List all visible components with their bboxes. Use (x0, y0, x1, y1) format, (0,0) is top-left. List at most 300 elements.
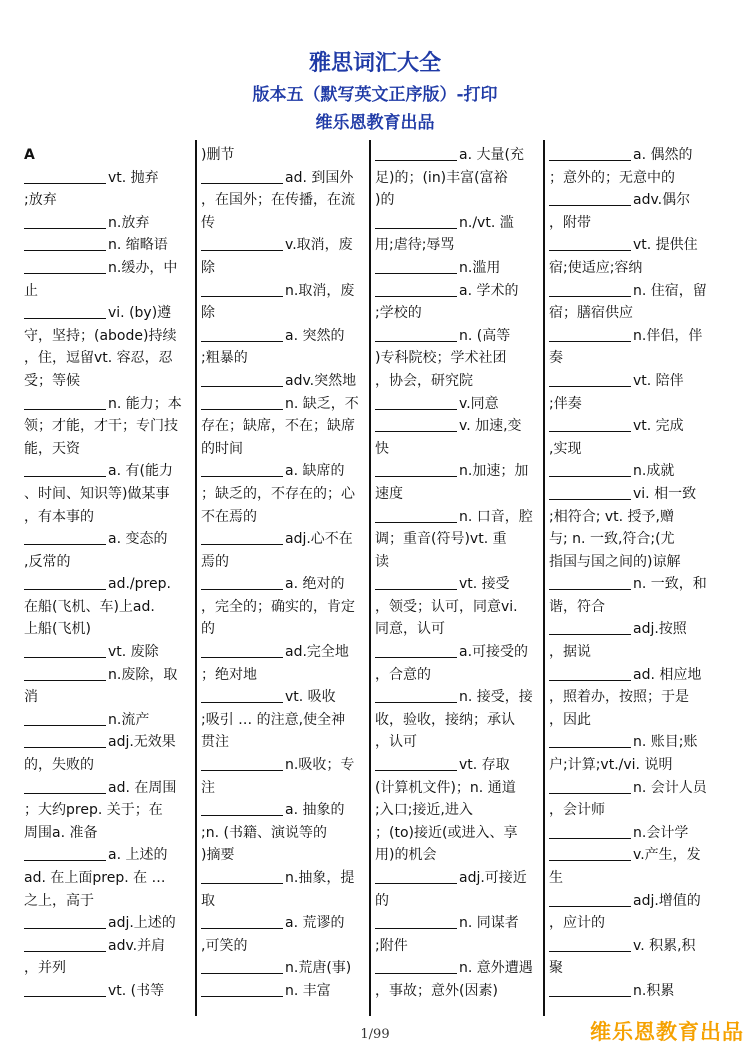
vocab-continuation (375, 528, 537, 551)
vocab-continuation (375, 370, 537, 393)
vocab-continuation (201, 257, 363, 280)
vocab-continuation (375, 234, 537, 257)
vocab-continuation (549, 686, 711, 709)
vocab-text: ;相符合; vt. 授予,赠 (549, 508, 675, 525)
vocab-continuation (549, 641, 711, 664)
vocab-text: n.放弃 (108, 214, 150, 231)
answer-blank (375, 575, 457, 590)
vocab-entry (375, 957, 537, 980)
vocab-text: 用;虐待;辱骂 (375, 237, 455, 254)
vocab-text: adj.心不在 (285, 531, 353, 548)
vocab-text: a. 上述的 (108, 847, 168, 864)
vocab-text: 调；重音(符号)vt. 重 (375, 531, 507, 548)
vocab-text: 除 (201, 305, 215, 322)
vocab-text: 收，验收，接纳；承认 (375, 711, 515, 728)
vocab-text: n. 住宿，留 (633, 282, 707, 299)
vocab-entry (24, 664, 189, 687)
vocab-text: v. 积累,积 (633, 937, 696, 954)
vocab-entry (201, 370, 363, 393)
vocab-text: vi. (by)遵 (108, 305, 172, 322)
vocab-entry (24, 777, 189, 800)
answer-blank (201, 282, 283, 297)
answer-blank (549, 575, 631, 590)
vocab-text: n.废除，取 (108, 666, 178, 683)
vocab-entry (549, 890, 711, 913)
vocab-text: adj.无效果 (108, 734, 176, 751)
vocab-entry (24, 528, 189, 551)
vocab-continuation (375, 438, 537, 461)
vocab-text: 领；才能，才干；专门技 (24, 418, 178, 435)
vocabulary-columns (22, 140, 742, 1016)
vocab-continuation (375, 167, 537, 190)
vocab-text: ;吸引 … 的注意,使全神 (201, 711, 346, 728)
answer-blank (375, 259, 457, 274)
vocab-text: 快 (375, 440, 389, 457)
vocab-text: ，完全的；确实的，肯定 (201, 598, 355, 615)
vocab-continuation (201, 844, 363, 867)
vocab-continuation (201, 731, 363, 754)
vocab-entry (549, 573, 711, 596)
answer-blank (24, 914, 106, 929)
section-letter (24, 144, 189, 167)
vocab-continuation (375, 483, 537, 506)
vocab-continuation (549, 799, 711, 822)
vocab-continuation (24, 483, 189, 506)
vocab-entry (24, 935, 189, 958)
vocab-text: n.吸收；专 (285, 757, 355, 774)
vocab-text: n. 账目;账 (633, 734, 698, 751)
vocab-text: 之上，高于 (24, 892, 94, 909)
vocab-entry (201, 957, 363, 980)
vocab-text: ;学校的 (375, 305, 422, 322)
answer-blank (549, 620, 631, 635)
answer-blank (24, 666, 106, 681)
answer-blank (549, 779, 631, 794)
vocab-text: 受；等候 (24, 372, 80, 389)
answer-blank (375, 146, 457, 161)
vocab-continuation (549, 302, 711, 325)
vocab-entry (549, 935, 711, 958)
vocab-entry (24, 912, 189, 935)
vocab-text: n./vt. 滥 (459, 214, 514, 231)
vocab-continuation (24, 618, 189, 641)
vocab-entry (201, 912, 363, 935)
answer-blank (375, 327, 457, 342)
vocab-continuation (549, 754, 711, 777)
vocab-text: )摘要 (201, 847, 235, 864)
answer-blank (375, 462, 457, 477)
vocab-continuation (375, 731, 537, 754)
vocab-text: 速度 (375, 485, 403, 502)
vocab-entry (201, 573, 363, 596)
vocab-text: v. 加速,变 (459, 418, 522, 435)
vocab-continuation (549, 393, 711, 416)
vocab-text: a. 荒谬的 (285, 915, 345, 932)
answer-blank (201, 982, 283, 997)
answer-blank (375, 508, 457, 523)
vocab-text: ;附件 (375, 937, 408, 954)
vocab-continuation (375, 890, 537, 913)
vocab-continuation (375, 596, 537, 619)
vocab-text: a. 偶然的 (633, 147, 693, 163)
vocab-continuation (24, 822, 189, 845)
vocab-entry (375, 257, 537, 280)
vocab-text: a. 突然的 (285, 327, 345, 344)
vocab-entry (375, 212, 537, 235)
vocab-text: 守，坚持；(abode)持续 (24, 327, 177, 344)
vocab-entry (549, 415, 711, 438)
vocab-text: vt. 吸收 (285, 689, 336, 706)
vocab-continuation (375, 709, 537, 732)
vocab-text: 不在焉的 (201, 508, 257, 525)
answer-blank (24, 937, 106, 952)
vocab-text: a. 缺席的 (285, 463, 345, 480)
vocab-text: ,实现 (549, 440, 582, 457)
vocab-text: ，住，逗留vt. 容忍，忍 (24, 350, 173, 367)
vocab-text: ，附带 (549, 214, 591, 231)
vocab-continuation (201, 347, 363, 370)
answer-blank (375, 395, 457, 410)
vocab-entry (201, 641, 363, 664)
vocab-text: n.加速；加 (459, 463, 529, 480)
vocab-text: ；大约prep. 关于；在 (24, 802, 163, 819)
vocab-continuation (549, 912, 711, 935)
vocab-text: ，因此 (549, 711, 591, 728)
answer-blank (201, 688, 283, 703)
vocab-text: 焉的 (201, 553, 229, 570)
vocab-text: n. 丰富 (285, 982, 331, 999)
vocab-continuation (201, 189, 363, 212)
vocab-entry (375, 912, 537, 935)
vocab-entry (375, 754, 537, 777)
vocab-continuation (24, 799, 189, 822)
vocab-text: n. 能力；本 (108, 395, 182, 412)
vocab-entry (375, 144, 537, 167)
vocab-text: n.会计学 (633, 824, 689, 841)
vocab-entry (549, 325, 711, 348)
vocab-continuation (24, 415, 189, 438)
vocab-text: ；绝对地 (201, 666, 257, 683)
vocab-entry (549, 370, 711, 393)
vocab-text: vt. (书等 (108, 982, 165, 999)
vocab-text: v.取消，废 (285, 237, 353, 254)
vocab-text: 在船(飞机、车)上ad. (24, 598, 155, 615)
vocab-entry (24, 167, 189, 190)
vocab-continuation (201, 483, 363, 506)
vocab-entry (24, 980, 189, 1003)
vocab-text: a. 大量(充 (459, 147, 524, 163)
vocab-continuation (375, 822, 537, 845)
vocab-text: n. 缺乏，不 (285, 395, 359, 412)
answer-blank (24, 236, 106, 251)
vocab-continuation (375, 844, 537, 867)
vocab-text: 存在；缺席，不在；缺席 (201, 418, 355, 435)
vocab-text: n.荒唐(事) (285, 960, 352, 977)
answer-blank (549, 462, 631, 477)
answer-blank (549, 146, 631, 161)
answer-blank (24, 846, 106, 861)
vocab-column-3 (369, 140, 543, 1016)
vocab-text: vt. 抛弃 (108, 169, 159, 186)
answer-blank (549, 937, 631, 952)
vocab-text: 取 (201, 892, 215, 909)
watermark-logo: 维乐恩教育出品 (590, 1020, 744, 1044)
vocab-continuation (549, 257, 711, 280)
vocab-text: 指国与国之间的)谅解 (549, 553, 681, 570)
vocab-text: n.缓办，中 (108, 259, 178, 276)
answer-blank (24, 711, 106, 726)
answer-blank (201, 869, 283, 884)
vocab-continuation (375, 618, 537, 641)
vocab-text: ，协会，研究院 (375, 372, 473, 389)
answer-blank (549, 824, 631, 839)
vocab-continuation (201, 618, 363, 641)
vocab-continuation (201, 551, 363, 574)
vocab-text: 奏 (549, 350, 563, 367)
vocab-text: ，会计师 (549, 802, 605, 819)
vocab-text: ；(to)接近(或进入、享 (375, 824, 518, 841)
vocab-text: a.可接受的 (459, 644, 529, 661)
document-subtitle: 版本五（默写英文正序版）-打印 (252, 85, 498, 105)
vocab-text: 除 (201, 259, 215, 276)
vocab-continuation (201, 302, 363, 325)
answer-blank (549, 191, 631, 206)
answer-blank (24, 169, 106, 184)
vocab-text: n.成就 (633, 463, 675, 480)
answer-blank (24, 214, 106, 229)
vocab-continuation (201, 438, 363, 461)
vocab-entry (201, 980, 363, 1003)
vocab-entry (549, 189, 711, 212)
vocab-entry (549, 144, 711, 167)
answer-blank (24, 779, 106, 794)
vocab-text: ，在国外；在传播，在流 (201, 192, 355, 209)
vocab-text: 贯注 (201, 734, 229, 751)
vocab-text: 宿;使适应;容纳 (549, 259, 643, 276)
vocab-text: 的 (375, 892, 389, 909)
vocab-continuation (201, 890, 363, 913)
vocab-text: adv.偶尔 (633, 192, 691, 209)
vocab-text: ，合意的 (375, 666, 431, 683)
vocab-text: n.伴侣，伴 (633, 327, 703, 344)
vocab-entry (24, 302, 189, 325)
vocab-continuation (549, 957, 711, 980)
vocab-continuation (201, 596, 363, 619)
vocab-text: v.同意 (459, 395, 499, 412)
vocab-entry (549, 664, 711, 687)
vocab-entry (375, 686, 537, 709)
vocab-text: 同意，认可 (375, 621, 445, 638)
vocab-text: n. 接受，接 (459, 689, 533, 706)
vocab-text: 周围a. 准备 (24, 824, 98, 841)
vocab-entry (375, 867, 537, 890)
vocab-entry (549, 844, 711, 867)
answer-blank (375, 914, 457, 929)
vocab-text: n. 缩略语 (108, 237, 168, 254)
vocab-text: vi. 相一致 (633, 485, 697, 502)
vocab-entry (549, 822, 711, 845)
vocab-text: )专科院校；学术社团 (375, 350, 507, 367)
vocab-continuation (24, 867, 189, 890)
answer-blank (24, 462, 106, 477)
vocab-continuation (201, 777, 363, 800)
vocab-entry (375, 506, 537, 529)
vocab-text: ;n. (书籍、演说等的 (201, 824, 327, 841)
vocab-continuation (24, 506, 189, 529)
vocab-text: 读 (375, 553, 389, 570)
vocab-text: vt. 废除 (108, 644, 159, 661)
vocab-text: (计算机文件)；n. 通道 (375, 779, 516, 796)
vocab-entry (375, 415, 537, 438)
vocab-continuation (549, 551, 711, 574)
vocab-continuation (549, 596, 711, 619)
vocab-continuation (375, 347, 537, 370)
vocab-continuation (24, 686, 189, 709)
answer-blank (549, 733, 631, 748)
answer-blank (201, 372, 283, 387)
vocab-entry (549, 483, 711, 506)
answer-blank (201, 327, 283, 342)
vocab-text: a. 有(能力 (108, 463, 173, 480)
vocab-text: ;伴奏 (549, 395, 582, 412)
answer-blank (201, 801, 283, 816)
vocab-text: vt. 提供住 (633, 237, 698, 254)
vocab-text: vt. 完成 (633, 418, 684, 435)
vocab-text: ,可笑的 (201, 937, 248, 954)
vocab-column-4 (543, 140, 717, 1016)
vocab-continuation (24, 957, 189, 980)
answer-blank (24, 530, 106, 545)
answer-blank (201, 756, 283, 771)
vocab-text: adj.按照 (633, 621, 687, 638)
vocab-entry (549, 618, 711, 641)
vocab-text: 上船(飞机) (24, 621, 91, 638)
vocab-text: ，应计的 (549, 915, 605, 932)
vocab-text: n. 一致，和 (633, 576, 707, 593)
vocab-continuation (375, 935, 537, 958)
vocab-text: ，领受；认可，同意vi. (375, 598, 518, 615)
vocab-text: ;放弃 (24, 192, 57, 209)
vocab-continuation (201, 709, 363, 732)
vocab-continuation (24, 325, 189, 348)
vocab-entry (375, 325, 537, 348)
vocab-entry (375, 393, 537, 416)
answer-blank (549, 372, 631, 387)
vocab-entry (201, 325, 363, 348)
vocab-continuation (201, 415, 363, 438)
answer-blank (375, 417, 457, 432)
vocab-text: 能，天资 (24, 440, 80, 457)
vocab-entry (549, 280, 711, 303)
vocab-text: 足)的；(in)丰富(富裕 (375, 169, 508, 186)
vocab-column-1 (22, 140, 195, 1016)
answer-blank (201, 462, 283, 477)
vocab-text: 、时间、知识等)做某事 (24, 485, 170, 502)
vocab-entry (201, 393, 363, 416)
vocab-continuation (375, 551, 537, 574)
vocab-entry (201, 686, 363, 709)
answer-blank (375, 214, 457, 229)
vocab-text: adj.可接近 (459, 870, 527, 886)
vocab-continuation (24, 754, 189, 777)
answer-blank (375, 869, 457, 884)
vocab-text: vt. 接受 (459, 576, 510, 593)
answer-blank (549, 236, 631, 251)
answer-blank (24, 304, 106, 319)
vocab-text: a. 学术的 (459, 282, 519, 299)
vocab-continuation (375, 664, 537, 687)
vocab-text: n.滥用 (459, 259, 501, 276)
vocab-text: ;粗暴的 (201, 350, 248, 367)
vocab-continuation (24, 438, 189, 461)
vocab-text: ，事故；意外(因素) (375, 982, 498, 999)
vocab-text: adv.并肩 (108, 937, 166, 954)
answer-blank (201, 530, 283, 545)
answer-blank (549, 892, 631, 907)
vocab-entry (24, 257, 189, 280)
vocab-entry (24, 709, 189, 732)
answer-blank (24, 982, 106, 997)
vocab-continuation (549, 506, 711, 529)
vocab-entry (24, 393, 189, 416)
vocab-text: A (24, 147, 35, 163)
answer-blank (201, 395, 283, 410)
vocab-continuation (24, 370, 189, 393)
vocab-text: )删节 (201, 147, 235, 163)
vocab-entry (201, 754, 363, 777)
vocab-entry (375, 280, 537, 303)
vocab-text: 用)的机会 (375, 847, 437, 864)
vocab-entry (24, 731, 189, 754)
vocab-continuation (549, 347, 711, 370)
answer-blank (201, 169, 283, 184)
vocab-text: 与; n. 一致,符合;(尤 (549, 531, 675, 548)
vocab-continuation (24, 280, 189, 303)
vocab-continuation (549, 867, 711, 890)
vocab-text: 宿；膳宿供应 (549, 305, 633, 322)
vocab-text: n.抽象，提 (285, 870, 355, 886)
vocab-text: 的 (201, 621, 215, 638)
vocab-text: n.取消，废 (285, 282, 355, 299)
vocab-text: ad. 在上面prep. 在 … (24, 870, 166, 886)
vocab-text: vt. 陪伴 (633, 372, 684, 389)
answer-blank (549, 282, 631, 297)
vocab-text: n.流产 (108, 711, 150, 728)
answer-blank (375, 688, 457, 703)
vocab-text: 户;计算;vt./vi. 说明 (549, 757, 673, 774)
vocab-continuation (24, 551, 189, 574)
vocab-text: adv.突然地 (285, 372, 357, 389)
page-number: 1/99 (360, 1027, 390, 1042)
vocab-entry (24, 234, 189, 257)
answer-blank (549, 327, 631, 342)
answer-blank (201, 575, 283, 590)
answer-blank (549, 417, 631, 432)
vocab-text: )的 (375, 192, 395, 209)
vocab-text: ，认可 (375, 734, 417, 751)
vocab-continuation (549, 438, 711, 461)
vocab-entry (375, 641, 537, 664)
answer-blank (24, 733, 106, 748)
vocab-continuation (549, 167, 711, 190)
answer-blank (24, 395, 106, 410)
vocab-entry (549, 777, 711, 800)
vocab-entry (201, 867, 363, 890)
vocab-continuation (201, 935, 363, 958)
answer-blank (24, 643, 106, 658)
vocab-continuation (24, 189, 189, 212)
answer-blank (549, 982, 631, 997)
